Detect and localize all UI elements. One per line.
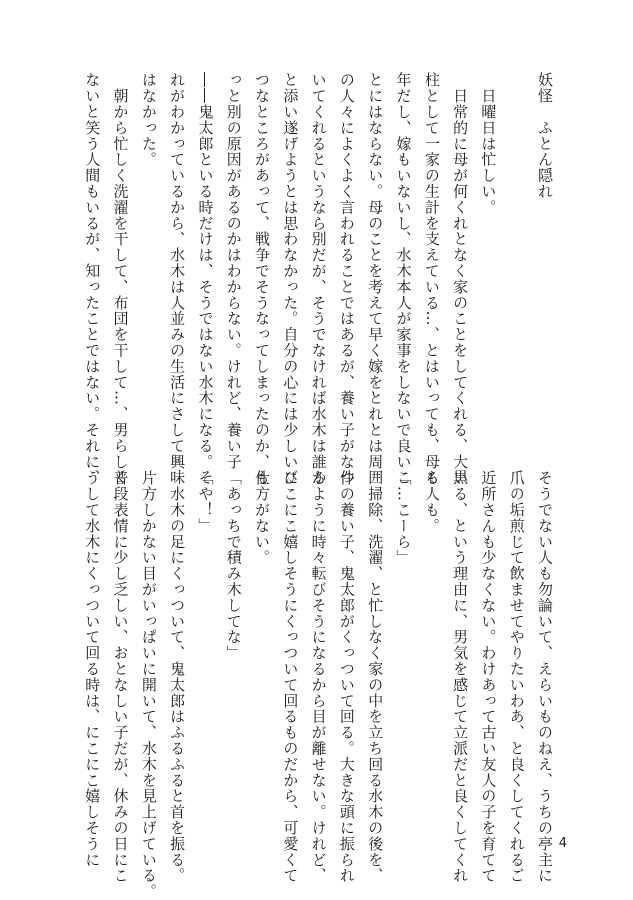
text-line: とにはならない。母のことを考えて早く嫁をとれとは周囲 bbox=[366, 72, 385, 486]
page-number: 4 bbox=[558, 836, 567, 851]
text-line: っと別の原因があるのかはわからない。けれど、養い子 bbox=[224, 72, 243, 470]
text-line: ないと笑う人間もいるが、知ったことではない。それに、 bbox=[83, 72, 102, 486]
text-line: 「あっちで積み木してな」 bbox=[224, 470, 243, 661]
text-line: つなところがあって、戦争でそうなってしまったのか、も bbox=[253, 72, 272, 486]
text-line: 件の養い子、鬼太郎がくっついて回る。大きな頭に振られ bbox=[337, 470, 356, 884]
text-line: 仕方がない。 bbox=[253, 470, 272, 566]
text-line: 近所さんも少なくない。わけあって古い友人の子を育てて bbox=[479, 470, 498, 884]
text-line: 片方しかない目がいっぱいに開いて、水木を見上げている。 bbox=[139, 470, 158, 900]
text-line: 「…こーら」 bbox=[394, 470, 413, 566]
upper-text-block bbox=[78, 72, 559, 486]
text-line: 「や！」 bbox=[196, 470, 215, 534]
text-line: 妖怪 ふとん隠れ bbox=[536, 72, 554, 200]
text-line: れがわかっているから、水木は人並みの生活にさして興味 bbox=[168, 72, 187, 486]
text-line: 年だし、嫁もいないし、水木本人が家事をしないで良いこ bbox=[394, 72, 413, 486]
text-line: 掃除、洗濯、と忙しなく家の中を立ち回る水木の後を、 bbox=[366, 470, 385, 884]
text-line: と添い遂げようとは思わなかった。自分の心には少しいび bbox=[281, 72, 300, 486]
text-line: る人も。 bbox=[422, 470, 441, 534]
text-line: そうでない人も勿論いて、えらいものねえ、うちの亭主に bbox=[536, 470, 554, 884]
text-line: 日常的に母が何くれとなく家のことをしてくれる、大黒 bbox=[451, 72, 470, 486]
text-line: にこにこ嬉しそうにくっついて回るものだから、可愛くて bbox=[281, 470, 300, 884]
text-line: ――鬼太郎といる時だけは、そうではない水木になる。そ bbox=[196, 72, 215, 486]
lower-text-block bbox=[78, 470, 559, 900]
text-line: 爪の垢煎じて飲ませてやりたいわあ、と良くしてくれるご bbox=[507, 470, 526, 884]
text-line: はなかった。 bbox=[139, 72, 158, 168]
text-line: の人々によくよく言われることではあるが、養い子がなつ bbox=[337, 72, 356, 486]
text-line: うして水木にくっついて回る時は、にこにこ嬉しそうに bbox=[83, 470, 102, 868]
text-line: いる、という理由に、男気を感じて立派だと良くしてくれ bbox=[451, 470, 470, 884]
text-line: 水木の足にくっついて、鬼太郎はふるふると首を振る。 bbox=[168, 470, 187, 884]
text-line: 日曜日は忙しい。 bbox=[479, 72, 498, 216]
text-line: 普段表情に少し乏しい、おとなしい子だが、休みの日にこ bbox=[111, 470, 130, 884]
text-line: 朝から忙しく洗濯を干して、布団を干して…、男らしく bbox=[111, 72, 130, 486]
text-line: いてくれるというなら別だが、そうでなければ水木は誰か bbox=[309, 72, 328, 486]
text-line: 柱として一家の生計を支えている…、とはいっても、母も bbox=[422, 72, 441, 486]
text-line bbox=[502, 72, 530, 427]
text-line: るように時々転びそうになるから目が離せない。けれど、 bbox=[309, 470, 328, 884]
